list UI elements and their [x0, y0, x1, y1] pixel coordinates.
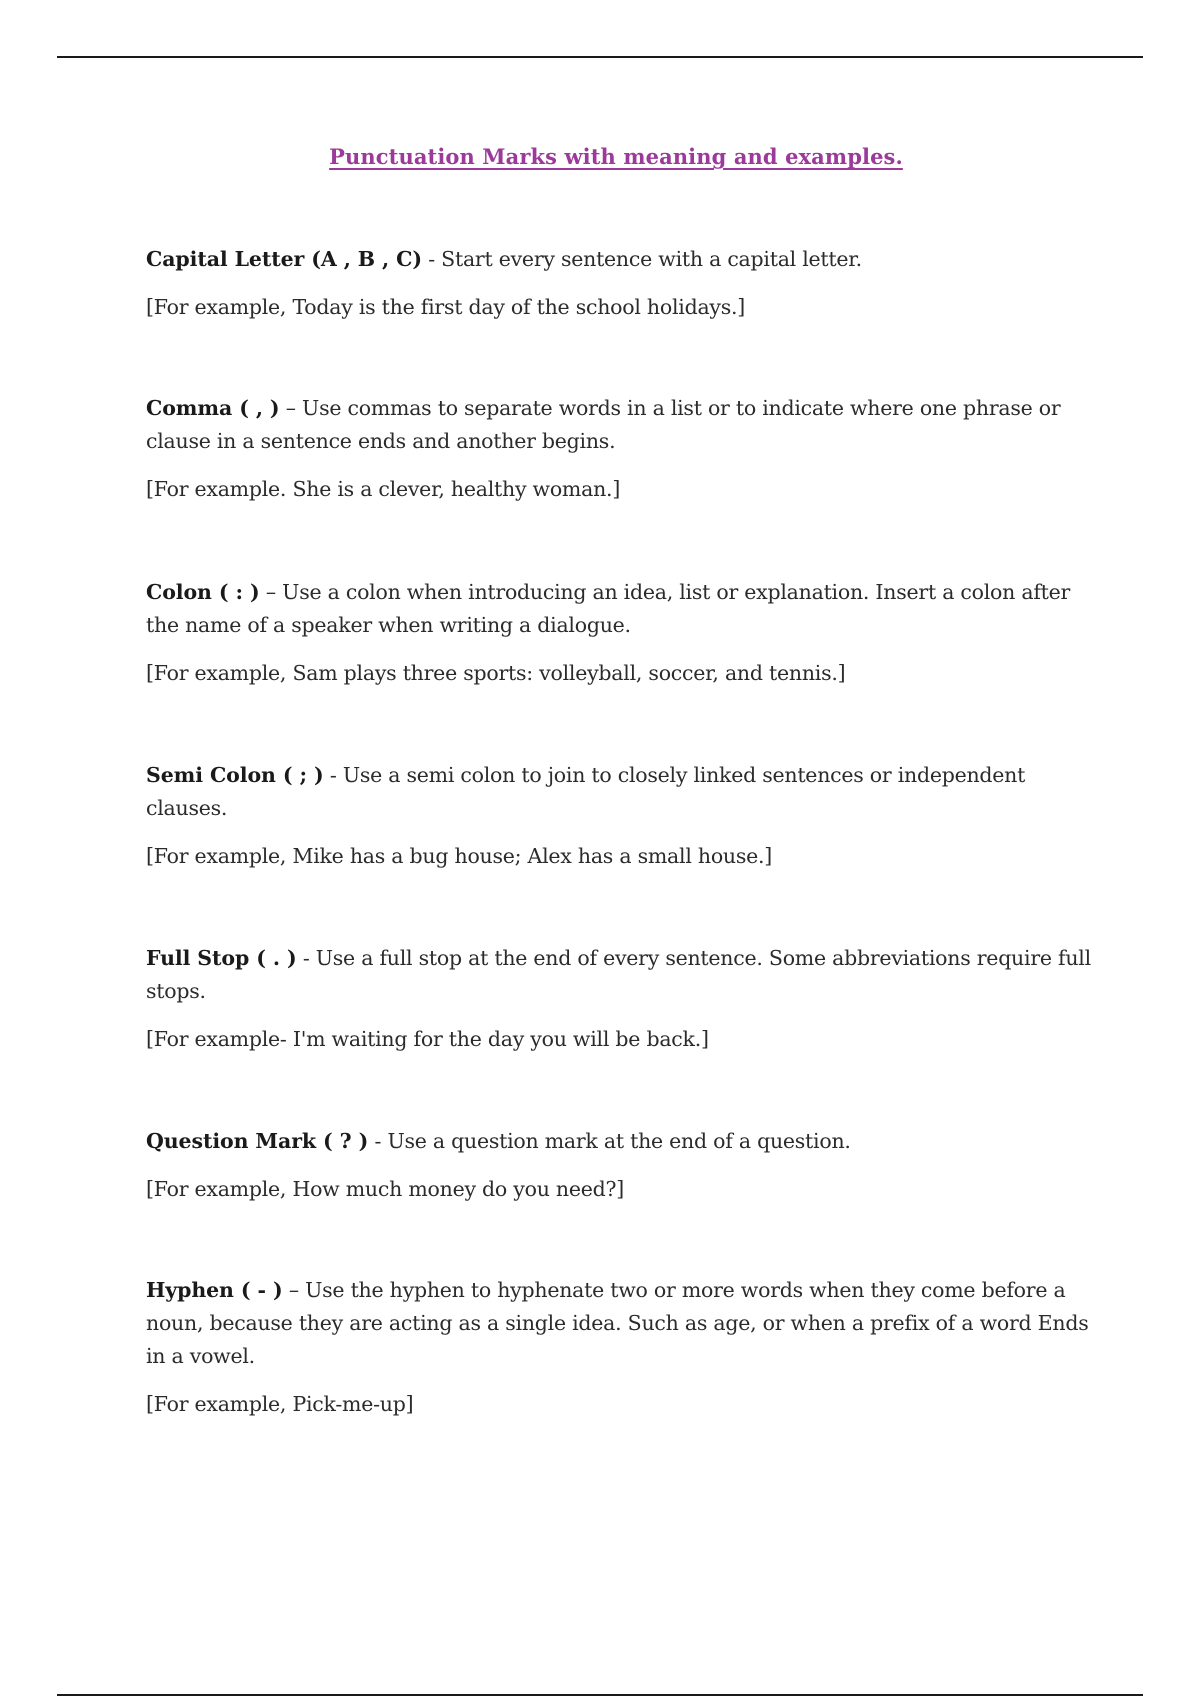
bottom-divider — [57, 1694, 1143, 1696]
entry-term: Full Stop ( . ) — [146, 946, 297, 970]
entry-term: Hyphen ( - ) — [146, 1278, 283, 1302]
entry-definition-text: - Start every sentence with a capital letter. — [421, 247, 862, 271]
entry-hyphen — [146, 1274, 1096, 1421]
top-divider — [57, 56, 1143, 58]
entry-example: [For example, Mike has a bug house; Alex has a small house.] — [146, 844, 773, 868]
entry-example: [For example, Pick-me-up] — [146, 1392, 414, 1416]
entry-term: Colon ( : ) — [146, 580, 260, 604]
entry-term: Question Mark ( ? ) — [146, 1129, 369, 1153]
entry-semi-colon — [146, 759, 1096, 873]
entry-term: Comma ( , ) — [146, 396, 280, 420]
entry-term: Capital Letter (A , B , C) — [146, 247, 422, 271]
entry-definition — [146, 1274, 1096, 1373]
entry-definition-text: – Use a colon when introducing an idea, list or explanation. Insert a colon after the name of a speaker when writing a dialogue. — [146, 580, 1071, 637]
entry-comma — [146, 392, 1096, 506]
entry-definition-text: - Use a question mark at the end of a question. — [368, 1129, 851, 1153]
entry-definition — [146, 942, 1096, 1008]
entry-definition — [146, 759, 1096, 825]
entry-term: Semi Colon ( ; ) — [146, 763, 324, 787]
entry-definition-text: - Use a semi colon to join to closely linked sentences or independent clauses. — [146, 763, 1026, 820]
entry-example: [For example. She is a clever, healthy woman.] — [146, 477, 621, 501]
entry-capital-letter — [146, 243, 1096, 324]
entry-example: [For example, Sam plays three sports: volleyball, soccer, and tennis.] — [146, 661, 846, 685]
entry-definition — [146, 243, 1096, 276]
entry-definition-text: - Use a full stop at the end of every sentence. Some abbreviations require full stops. — [146, 946, 1091, 1003]
entry-question-mark — [146, 1125, 1096, 1206]
entry-definition-text: – Use commas to separate words in a list or to indicate where one phrase or clause in a sentence ends and another begins. — [146, 396, 1061, 453]
entry-definition — [146, 576, 1096, 642]
entry-example: [For example, Today is the first day of the school holidays.] — [146, 295, 746, 319]
entry-example: [For example, How much money do you need?] — [146, 1177, 624, 1201]
entry-full-stop — [146, 942, 1096, 1056]
entry-definition-text: – Use the hyphen to hyphenate two or more words when they come before a noun, because they are acting as a single idea. Such as age, or when a prefix of a word Ends in a vowel. — [146, 1278, 1089, 1368]
entry-colon — [146, 576, 1096, 690]
entry-definition — [146, 392, 1096, 458]
entry-definition — [146, 1125, 1096, 1158]
page-title: Punctuation Marks with meaning and examples. — [329, 144, 903, 169]
entry-example: [For example- I'm waiting for the day you will be back.] — [146, 1027, 709, 1051]
